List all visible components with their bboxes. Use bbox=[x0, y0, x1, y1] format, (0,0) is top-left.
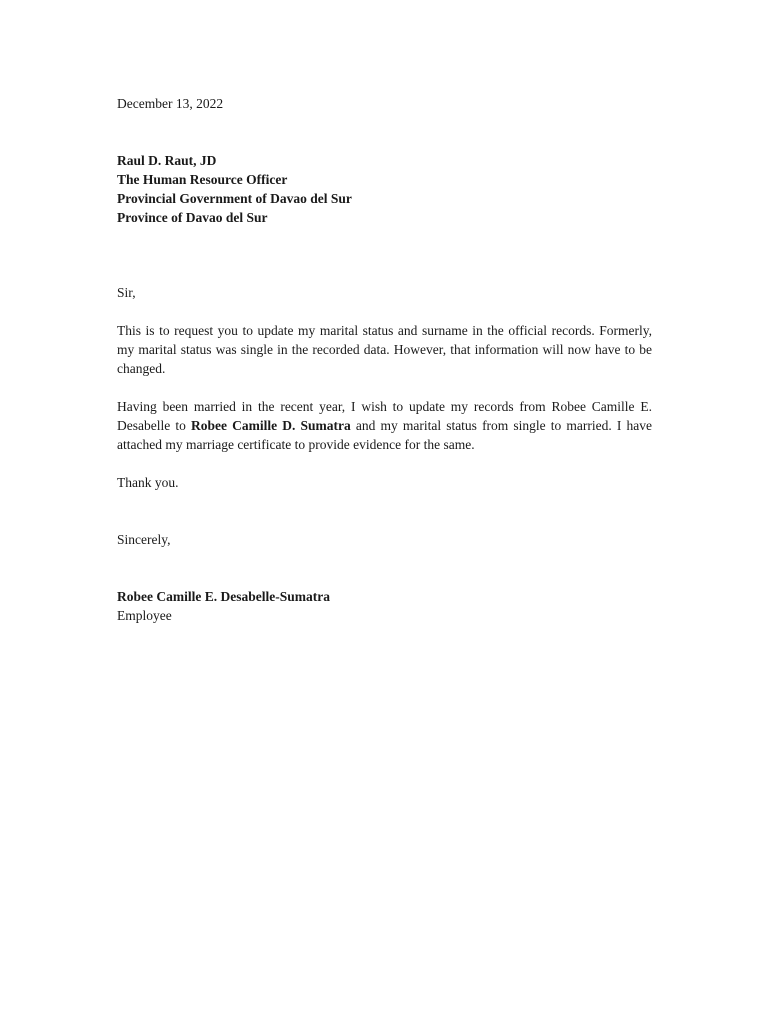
paragraph-details bbox=[117, 397, 652, 454]
closing: Sincerely, bbox=[117, 532, 171, 547]
recipient-block bbox=[117, 151, 652, 227]
recipient-office: Provincial Government of Davao del Sur bbox=[117, 191, 352, 206]
new-name: Robee Camille D. Sumatra bbox=[190, 418, 351, 433]
recipient-name: Raul D. Raut, JD bbox=[117, 153, 217, 168]
letter-date: December 13, 2022 bbox=[117, 96, 224, 111]
recipient-position: The Human Resource Officer bbox=[117, 172, 288, 187]
signature-title: Employee bbox=[117, 608, 172, 623]
recipient-address: Province of Davao del Sur bbox=[117, 210, 268, 225]
thanks-line: Thank you. bbox=[117, 475, 179, 490]
letter-body bbox=[117, 94, 652, 625]
salutation: Sir, bbox=[117, 285, 136, 300]
paragraph-details-before: Having been married in the recent year, I wish to update my records from Robee Camille E. Desabelle to bbox=[117, 399, 652, 433]
signature-name: Robee Camille E. Desabelle-Sumatra bbox=[117, 589, 330, 604]
paragraph-request: This is to request you to update my marital status and surname in the official records. Formerly, my marital status was single in the recorded data. However, that information will now have to be changed. bbox=[117, 323, 652, 376]
paragraph-details-after: and my marital status from single to married. I have attached my marriage certificate to provide evidence for the same. bbox=[117, 418, 653, 452]
